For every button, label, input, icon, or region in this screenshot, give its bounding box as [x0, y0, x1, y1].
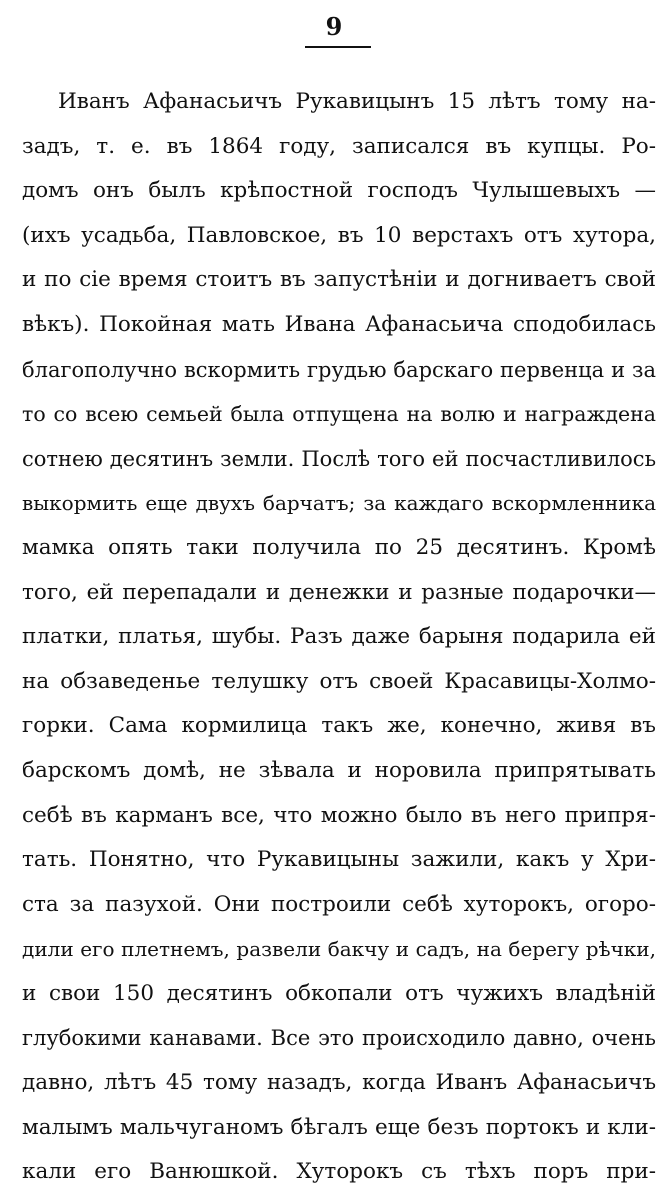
text-line: давно, лѣтъ 45 тому назадъ, когда Иванъ Афанасьичъ [22, 1070, 656, 1096]
text-line: малымъ мальчуганомъ бѣгалъ еще безъ портокъ и кли- [22, 1114, 656, 1140]
text-line: глубокими канавами. Все это происходило давно, очень [22, 1026, 656, 1051]
text-line: (ихъ усадьба, Павловское, въ 10 верстахъ отъ хутора, [22, 222, 656, 248]
text-line: вѣкъ). Покойная мать Ивана Афанасьича сподобилась [22, 311, 656, 337]
text-line: мамка опять таки получила по 25 десятинъ. Кромѣ [22, 534, 656, 560]
text-line: и по сіе время стоитъ въ запустѣніи и догниваетъ свой [22, 267, 656, 293]
text-line: сотнею десятинъ земли. Послѣ того ей посчастливилось [22, 446, 656, 471]
text-line: кали его Ванюшкой. Хуторокъ съ тѣхъ поръ при- [22, 1159, 656, 1185]
text-line: себѣ въ карманъ все, что можно было въ него припря- [22, 802, 656, 828]
text-line: то со всею семьей была отпущена на волю и награждена [22, 402, 656, 427]
text-line: того, ей перепадали и денежки и разные подарочки— [22, 579, 656, 605]
page-number-rule [305, 46, 371, 48]
text-line: домъ онъ былъ крѣпостной господъ Чулышевыхъ — [22, 178, 656, 204]
page-number: 9 [325, 12, 343, 41]
text-line: задъ, т. е. въ 1864 году, записался въ купцы. Ро- [22, 133, 656, 159]
text-line: и свои 150 десятинъ обкопали отъ чужихъ владѣній [22, 980, 656, 1006]
text-line: дили его плетнемъ, развели бакчу и садъ, на берегу рѣчки, [22, 937, 656, 962]
text-line: ста за пазухой. Они построили себѣ хуторокъ, огоро- [22, 891, 656, 917]
body-text [22, 80, 656, 1195]
text-line: барскомъ домѣ, не зѣвала и норовила припрятывать [22, 757, 656, 783]
text-line: на обзаведенье телушку отъ своей Красавицы-Холмо- [22, 668, 656, 694]
text-line: Иванъ Афанасьичъ Рукавицынъ 15 лѣтъ тому на- [58, 89, 656, 114]
text-line: выкормить еще двухъ барчатъ; за каждаго вскормленника [22, 491, 656, 516]
text-line: тать. Понятно, что Рукавицыны зажили, какъ у Хри- [22, 847, 656, 873]
text-line: платки, платья, шубы. Разъ даже барыня подарила ей [22, 624, 656, 650]
text-line: благополучно вскормить грудью барскаго первенца и за [22, 357, 656, 382]
text-line: горки. Сама кормилица такъ же, конечно, живя въ [22, 713, 656, 739]
